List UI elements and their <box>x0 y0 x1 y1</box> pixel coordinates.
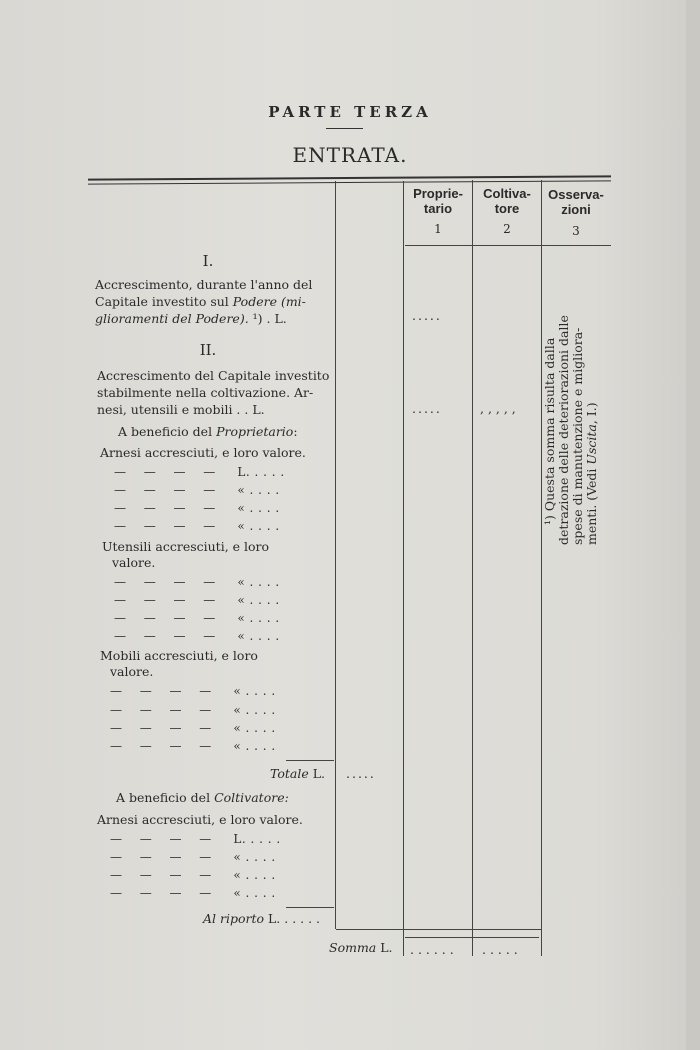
dash-row: — — — — « . . . . <box>110 886 276 900</box>
column-header-coltivatore: Coltiva- tore <box>483 186 531 216</box>
section-i-proprietario-value: ..... <box>412 308 442 323</box>
top-double-rule <box>88 175 611 180</box>
column-header-osservazioni: Osserva- zioni <box>548 187 604 217</box>
dash-row: — — — — L. . . . . <box>110 832 281 846</box>
somma-inner-rule <box>405 937 539 938</box>
section-ii-coltivatore-value: , , , , , <box>480 401 516 416</box>
somma-label: Somma L. <box>329 940 393 955</box>
somma-coltivatore-value: . . . . . <box>482 942 518 957</box>
osservazioni-note: ¹) Questa somma risulta dalla detrazione delle deteriorazioni dalle spese di manutenzione e migliora- menti. (Vedi Uscita, I.) <box>542 315 599 545</box>
column-header-proprietario: Proprie- tario <box>413 186 463 216</box>
dash-row: — — — — « . . . . <box>110 739 276 753</box>
arnesi-coltivatore-label: Arnesi accresciuti, e loro valore. <box>97 812 303 827</box>
page-title: ENTRATA. <box>292 143 408 167</box>
section-ii-proprietario-value: ..... <box>412 401 442 416</box>
section-roman-i: I. <box>202 252 214 270</box>
beneficio-coltivatore-heading: A beneficio del Coltivatore: <box>116 790 289 805</box>
dash-row: — — — — « . . . . <box>110 703 276 717</box>
section-ii-text: Accrescimento del Capitale investito stabilmente nella coltivazione. Ar- nesi, utensili e mobili . . L. <box>97 368 330 417</box>
beneficio-proprietario-heading: A beneficio del Proprietario: <box>118 424 298 439</box>
somma-proprietario-value: . . . . . . <box>410 942 454 957</box>
dash-row: — — — — « . . . . <box>114 611 280 625</box>
column-rule-1 <box>403 181 404 956</box>
top-double-rule-thin <box>88 180 611 184</box>
column-number-1: 1 <box>434 222 442 236</box>
dash-row: — — — — « . . . . <box>110 684 276 698</box>
dash-row: — — — — « . . . . <box>114 593 280 607</box>
totale-rule <box>286 760 334 761</box>
dash-row: — — — — « . . . . <box>110 850 276 864</box>
arnesi-proprietario-label: Arnesi accresciuti, e loro valore. <box>100 445 306 460</box>
utensili-label: Utensili accresciuti, e loro valore. <box>102 539 270 570</box>
riporto-rule <box>286 907 334 908</box>
column-rule-text <box>335 181 336 929</box>
column-rule-3 <box>541 180 542 956</box>
dash-row: — — — — « . . . . <box>110 721 276 735</box>
section-roman-ii: II. <box>199 341 217 359</box>
mobili-label: Mobili accresciuti, e loro valore. <box>100 648 258 679</box>
section-i-text: Accrescimento, durante l'anno del Capitale investito sul Podere (mi- glioramenti del Podere). ¹) . L. <box>95 277 313 326</box>
column-rule-2 <box>472 180 473 956</box>
al-riporto-label: Al riporto L. . . . . . <box>203 911 321 926</box>
somma-rule <box>336 929 541 930</box>
column-number-2: 2 <box>503 222 511 236</box>
column-number-3: 3 <box>572 224 580 238</box>
dash-row: — — — — « . . . . <box>114 575 280 589</box>
totale-label: Totale L. <box>270 766 326 781</box>
dash-row: — — — — L. . . . . <box>114 465 285 479</box>
dash-row: — — — — « . . . . <box>110 868 276 882</box>
totale-value: ..... <box>346 766 376 781</box>
dash-row: — — — — « . . . . <box>114 483 280 497</box>
dash-row: — — — — « . . . . <box>114 519 280 533</box>
section-rule <box>326 128 363 129</box>
dash-row: — — — — « . . . . <box>114 629 280 643</box>
dash-row: — — — — « . . . . <box>114 501 280 515</box>
section-title: PARTE TERZA <box>268 103 432 121</box>
